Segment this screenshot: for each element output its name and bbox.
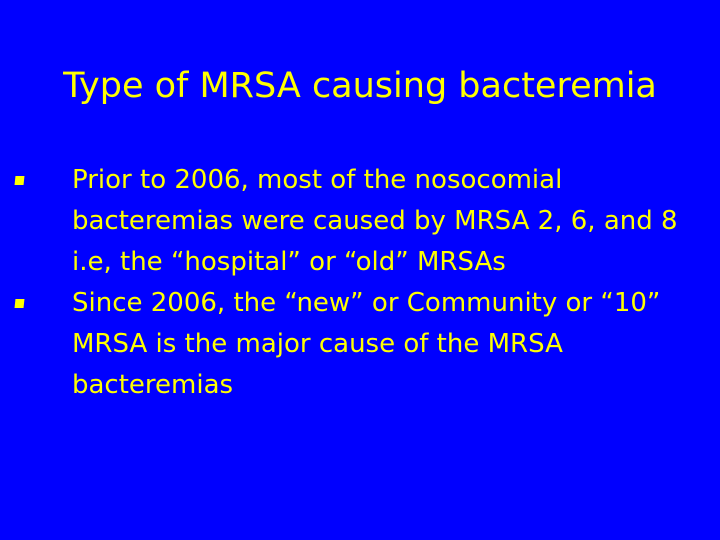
square-bullet-icon bbox=[15, 176, 25, 185]
bullet-item bbox=[72, 160, 697, 283]
slide-title: Type of MRSA causing bacteremia bbox=[63, 66, 657, 106]
bullet-item bbox=[72, 283, 697, 406]
bullet-list bbox=[72, 160, 697, 406]
bullet-text: Prior to 2006, most of the nosocomial bacteremias were caused by MRSA 2, 6, and 8 i.e, the “hospital” or “old” MRSAs bbox=[72, 165, 678, 277]
square-bullet-icon bbox=[15, 299, 25, 308]
bullet-text: Since 2006, the “new” or Community or “10” MRSA is the major cause of the MRSA bacteremias bbox=[72, 288, 661, 400]
